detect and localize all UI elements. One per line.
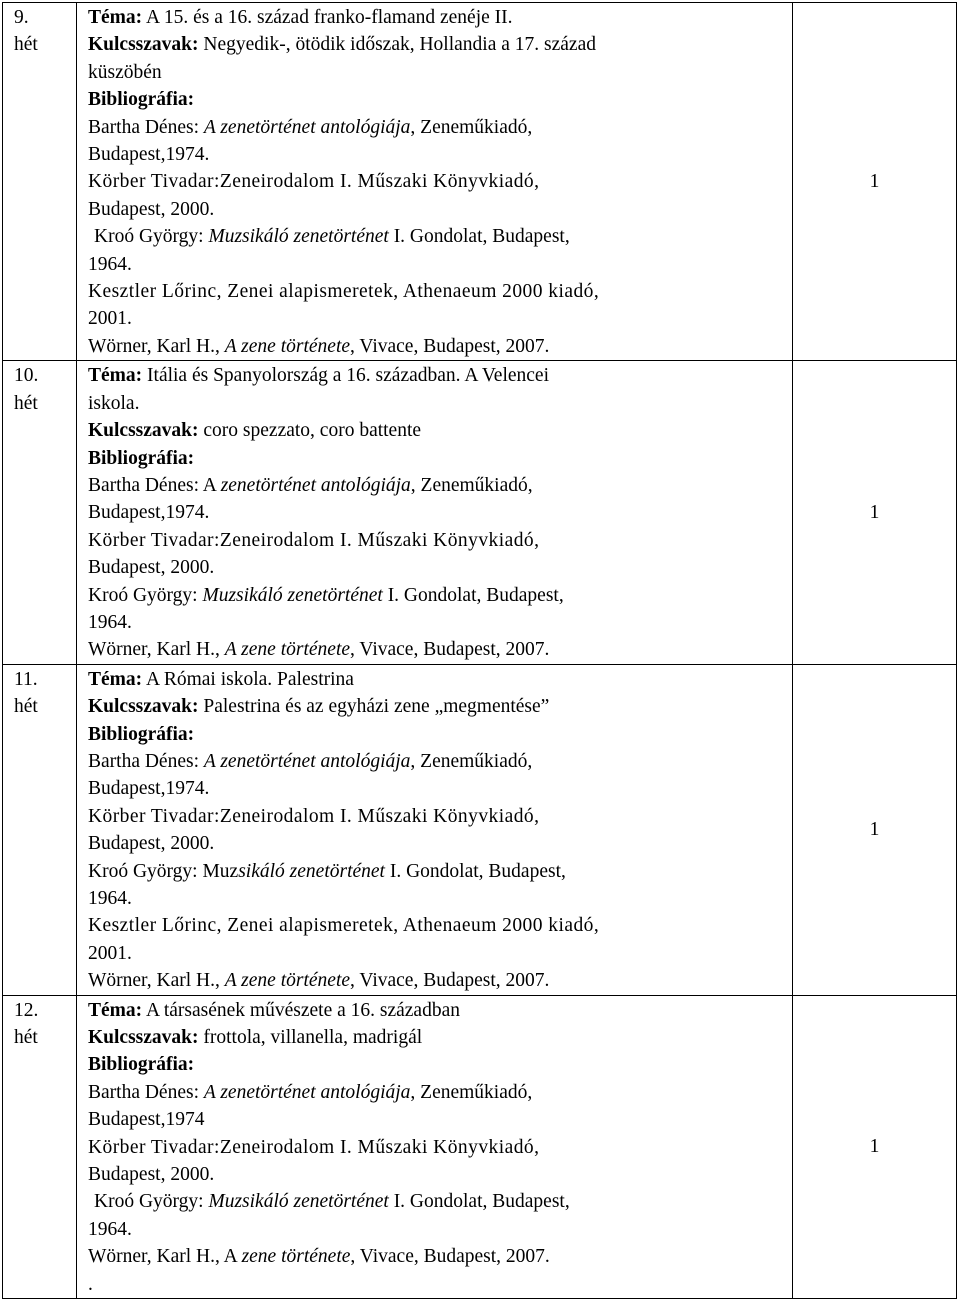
bib-kroo: Kroó György: Muzsikáló zenetörténet I. Gondolat, Budapest, xyxy=(88,860,566,882)
bib-korber-cont: Budapest, 2000. xyxy=(88,833,215,855)
week-unit: hét xyxy=(14,696,38,718)
topic-cell xyxy=(77,3,793,361)
bib-kroo-cont: 1964. xyxy=(88,888,132,909)
bib-kesztler: Kesztler Lőrinc, Zenei alapismeretek, Athenaeum 2000 kiadó, xyxy=(88,281,600,303)
bibliography-label: Bibliográfia: xyxy=(88,723,195,745)
keywords-text: Negyedik-, ötödik időszak, Hollandia a 17. század xyxy=(203,34,596,56)
week-number: 9. xyxy=(14,7,29,28)
week-number: 12. xyxy=(14,999,39,1021)
topic-line: Téma: Itália és Spanyolország a 16. században. A Velencei xyxy=(88,365,549,387)
week-unit: hét xyxy=(14,392,38,414)
bib-worner: Wörner, Karl H., A zene története, Vivace, Budapest, 2007. xyxy=(88,1246,550,1268)
bib-bartha-cont: Budapest,1974 xyxy=(88,1109,205,1131)
week-unit: hét xyxy=(14,1027,38,1049)
week-cell xyxy=(3,664,77,995)
bibliography-label: Bibliográfia: xyxy=(88,1054,195,1076)
bib-korber-cont: Budapest, 2000. xyxy=(88,557,215,579)
bib-kesztler-cont: 2001. xyxy=(88,942,132,964)
bib-korber-cont: Budapest, 2000. xyxy=(88,198,215,220)
bib-worner: Wörner, Karl H., A zene története, Vivace, Budapest, 2007. xyxy=(88,639,550,661)
topic-cell xyxy=(77,995,793,1298)
bib-bartha: Bartha Dénes: A zenetörténet antológiája, Zeneműkiadó, xyxy=(88,750,533,772)
week-unit: hét xyxy=(14,34,38,56)
bibliography-label: Bibliográfia: xyxy=(88,447,195,469)
bib-bartha-cont: Budapest,1974. xyxy=(88,502,210,524)
bib-kesztler-cont: 2001. xyxy=(88,308,132,330)
week-cell xyxy=(3,995,77,1298)
bib-worner: Wörner, Karl H., A zene története, Vivace, Budapest, 2007. xyxy=(88,970,550,992)
tema-text: A 15. és a 16. század franko-flamand zenéje II. xyxy=(145,7,513,28)
bib-bartha-cont: Budapest,1974. xyxy=(88,778,210,800)
week-number: 10. xyxy=(14,365,39,387)
keywords-line: Kulcsszavak: coro spezzato, coro battente xyxy=(88,420,422,442)
bib-kroo-cont: 1964. xyxy=(88,1218,132,1240)
keywords-line: Kulcsszavak: Palestrina és az egyházi zene „megmentése” xyxy=(88,696,550,718)
topic-line xyxy=(88,4,792,31)
keywords-line xyxy=(88,31,792,58)
week-cell xyxy=(3,361,77,664)
hours-cell: 1 xyxy=(793,995,957,1298)
syllabus-table xyxy=(2,2,957,1299)
keywords-line: Kulcsszavak: frottola, villanella, madrigál xyxy=(88,1027,423,1049)
bib-kroo-cont: 1964. xyxy=(88,611,132,633)
table-row xyxy=(3,3,957,361)
bib-kroo: Kroó György: Muzsikáló zenetörténet I. Gondolat, Budapest, xyxy=(94,226,570,248)
topic-cell xyxy=(77,361,793,664)
hours-cell: 1 xyxy=(793,3,957,361)
bib-kesztler: Kesztler Lőrinc, Zenei alapismeretek, Athenaeum 2000 kiadó, xyxy=(88,915,600,937)
bib-korber: Körber Tivadar:Zeneirodalom I. Műszaki Könyvkiadó, xyxy=(88,171,540,193)
bib-kroo-cont: 1964. xyxy=(88,253,132,275)
topic-cell xyxy=(77,664,793,995)
topic-line: Téma: A Római iskola. Palestrina xyxy=(88,668,354,690)
bib-bartha-cont: Budapest,1974. xyxy=(88,144,210,166)
hours-cell: 1 xyxy=(793,664,957,995)
bib-bartha: Bartha Dénes: A zenetörténet antológiája, Zeneműkiadó, xyxy=(88,1081,533,1103)
bib-kroo: Kroó György: Muzsikáló zenetörténet I. Gondolat, Budapest, xyxy=(88,584,564,606)
topic-continuation: iskola. xyxy=(88,392,140,414)
bib-bartha: Bartha Dénes: A zenetörténet antológiája, Zeneműkiadó, xyxy=(88,116,533,138)
table-row xyxy=(3,995,957,1298)
bib-kroo: Kroó György: Muzsikáló zenetörténet I. Gondolat, Budapest, xyxy=(94,1191,570,1213)
bibliography-label: Bibliográfia: xyxy=(88,89,195,111)
bib-korber: Körber Tivadar:Zeneirodalom I. Műszaki Könyvkiadó, xyxy=(88,805,540,827)
tema-label: Téma: xyxy=(88,7,143,28)
topic-line: Téma: A társasének művészete a 16. században xyxy=(88,999,460,1021)
bib-worner: Wörner, Karl H., A zene története, Vivace, Budapest, 2007. xyxy=(88,335,550,357)
table-row xyxy=(3,664,957,995)
week-cell xyxy=(3,3,77,361)
hours-cell: 1 xyxy=(793,361,957,664)
keywords-continuation: küszöbén xyxy=(88,61,162,83)
week-number: 11. xyxy=(14,668,38,690)
table-row xyxy=(3,361,957,664)
bib-bartha: Bartha Dénes: A zenetörténet antológiája, Zeneműkiadó, xyxy=(88,474,533,496)
bib-korber-cont: Budapest, 2000. xyxy=(88,1164,215,1186)
bib-korber: Körber Tivadar:Zeneirodalom I. Műszaki Könyvkiadó, xyxy=(88,1136,540,1158)
bib-korber: Körber Tivadar:Zeneirodalom I. Műszaki Könyvkiadó, xyxy=(88,529,540,551)
keywords-label: Kulcsszavak: xyxy=(88,34,199,56)
trailing-period: . xyxy=(88,1273,93,1295)
